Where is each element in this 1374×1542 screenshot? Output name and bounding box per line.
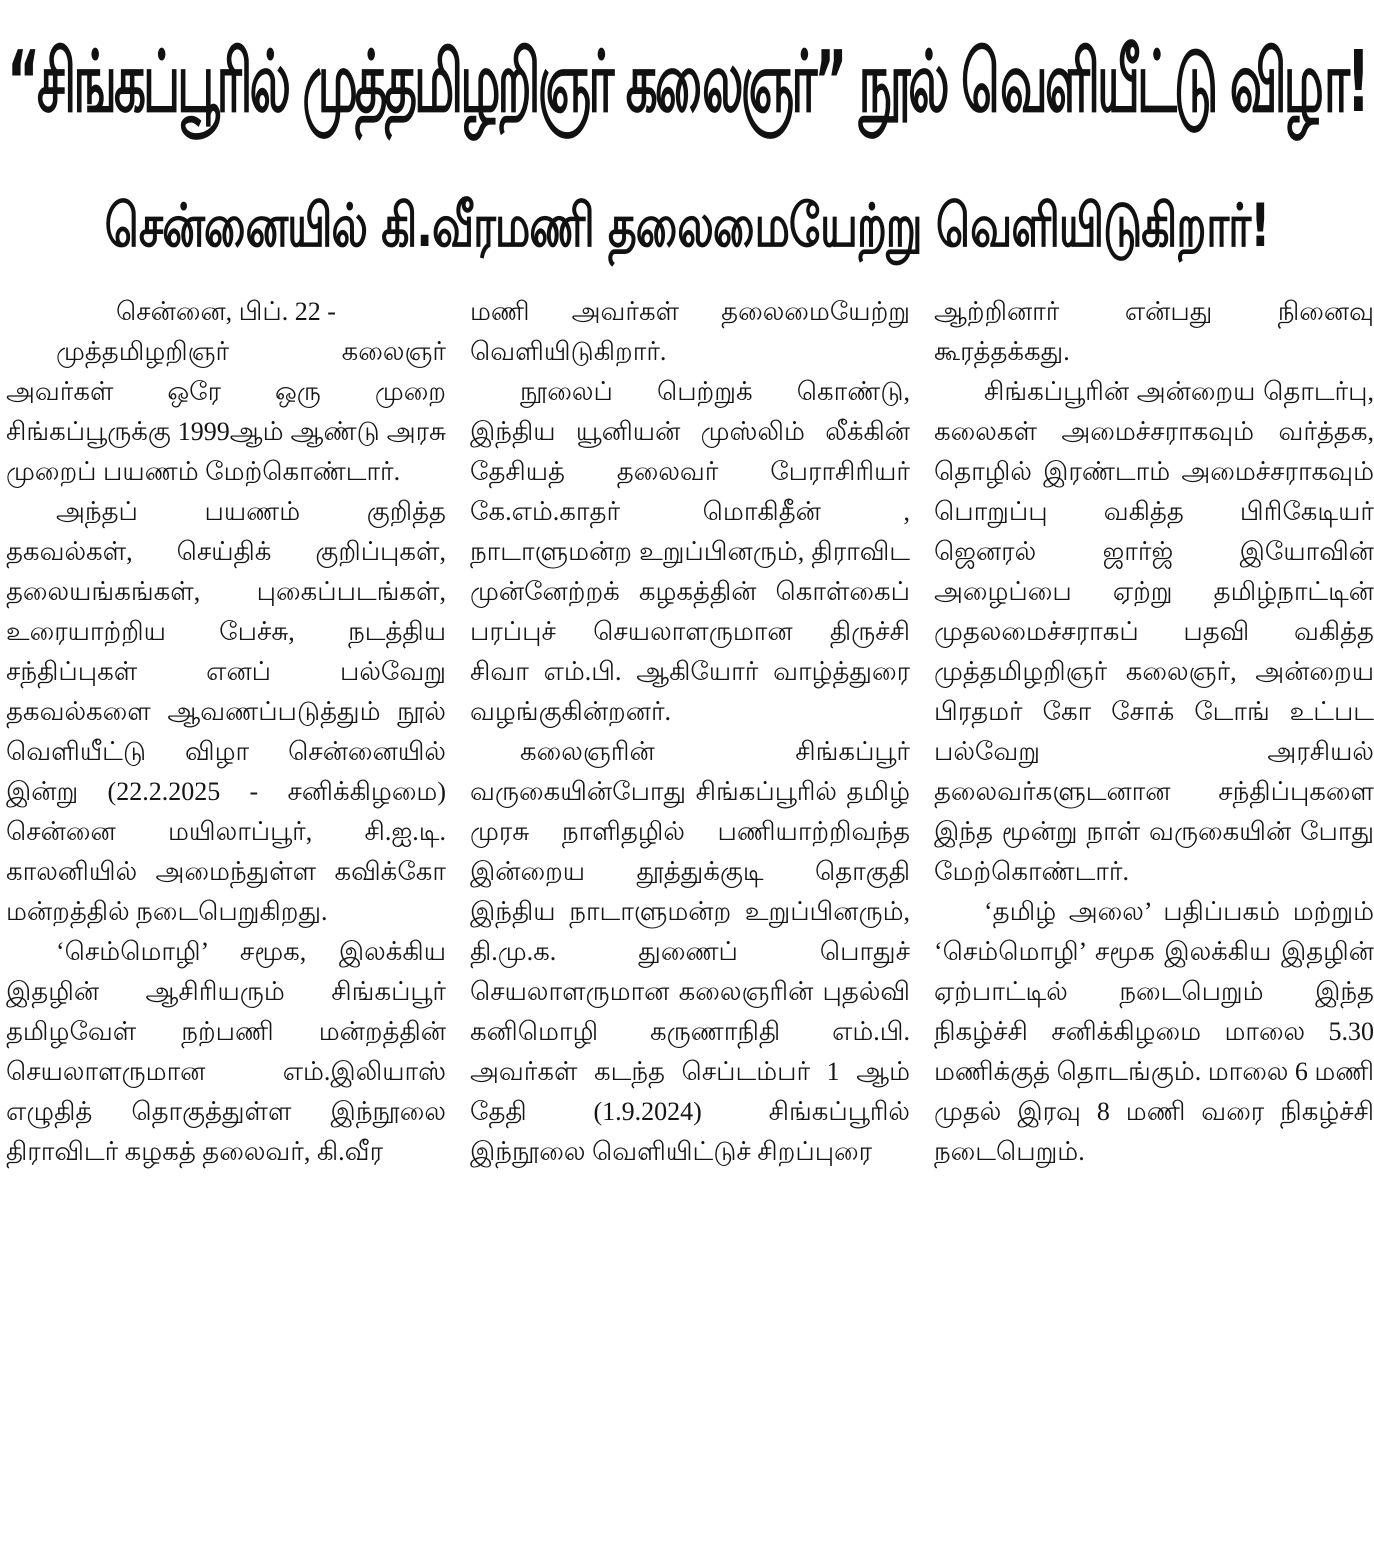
paragraph: கலைஞரின் சிங்கப்பூர் வருகையின்போது சிங்கப்பூரில் தமிழ் முரசு நாளிதழில் பணியாற்றிவந்த இன்றைய தூத்துக்குடி தொகுதி இந்திய நாடாளுமன்ற உறுப்பினரும், தி.மு.க. துணைப் பொதுச் செயலாளருமான கலைஞரின் புதல்வி கனிமொழி கருணாநிதி எம்.பி. அவர்கள் கடந்த செப்டம்பர் 1 ஆம் தேதி (1.9.2024) சிங்கப்பூரில் இந்நூலை வெளியிட்டுச் சிறப்புரை	[470, 737, 910, 1166]
article-column-2	[470, 292, 910, 1538]
paragraph: ஆற்றினார் என்பது நினைவு கூரத்தக்கது.	[934, 297, 1374, 366]
paragraph: சிங்கப்பூரின் அன்றைய தொடர்பு, கலைகள் அமைச்சராகவும் வர்த்தக, தொழில் இரண்டாம் அமைச்சராகவும் பொறுப்பு வகித்த பிரிகேடியர் ஜெனரல் ஜார்ஜ் இயோவின் அழைப்பை ஏற்று தமிழ்நாட்டின் முதலமைச்சராகப் பதவி வகித்த முத்தமிழறிஞர் கலைஞர், அன்றைய பிரதமர் கோ சோக் டோங் உட்பட பல்வேறு அரசியல் தலைவர்களுடனான சந்திப்புகளை இந்த மூன்று நாள் வருகையின் போது மேற்கொண்டார்.	[934, 377, 1374, 886]
paragraph: ‘தமிழ் அலை’ பதிப்பகம் மற்றும் ‘செம்மொழி’ சமூக இலக்கிய இதழின் ஏற்பாட்டில் நடைபெறும் இந்த நிகழ்ச்சி சனிக்கிழமை மாலை 5.30 மணிக்குத் தொடங்கும். மாலை 6 மணி முதல் இரவு 8 மணி வரை நிகழ்ச்சி நடைபெறும்.	[934, 897, 1374, 1166]
paragraph: முத்தமிழறிஞர் கலைஞர் அவர்கள் ஒரே ஒரு முறை சிங்கப்பூருக்கு 1999ஆம் ஆண்டு அரசு முறைப் பயணம் மேற்கொண்டார்.	[6, 337, 446, 486]
dateline: சென்னை, பிப். 22 -	[116, 297, 336, 326]
article-column-3	[934, 292, 1374, 1538]
paragraph: நூலைப் பெற்றுக் கொண்டு, இந்திய யூனியன் முஸ்லிம் லீக்கின் தேசியத் தலைவர் பேராசிரியர் கே.எம்.காதர் மொகிதீன் , நாடாளுமன்ற உறுப்பினரும், திராவிட முன்னேற்றக் கழகத்தின் கொள்கைப் பரப்புச் செயலாளருமான திருச்சி சிவா எம்.பி. ஆகியோர் வாழ்த்துரை வழங்குகின்றனர்.	[470, 377, 910, 726]
headline: “சிங்கப்பூரில் முத்தமிழறிஞர் கலைஞர்” நூல் வெளியீட்டு விழா!	[7, 32, 1367, 132]
article-column-1	[6, 292, 446, 1538]
paragraph: அந்தப் பயணம் குறித்த தகவல்கள், செய்திக் குறிப்புகள், தலையங்கங்கள், புகைப்படங்கள், உரையாற்றிய பேச்சு, நடத்திய சந்திப்புகள் எனப் பல்வேறு தகவல்களை ஆவணப்படுத்தும் நூல் வெளியீட்டு விழா சென்னையில் இன்று (22.2.2025 - சனிக்கிழமை) சென்னை மயிலாப்பூர், சி.ஐ.டி. காலனியில் அமைந்துள்ள கவிக்கோ மன்றத்தில் நடைபெறுகிறது.	[6, 497, 446, 926]
paragraph: மணி அவர்கள் தலைமையேற்று வெளியிடுகிறார்.	[470, 297, 910, 366]
subheadline: சென்னையில் கி.வீரமணி தலைமையேற்று வெளியிடுகிறார்!	[104, 191, 1270, 261]
paragraph: ‘செம்மொழி’ சமூக, இலக்கிய இதழின் ஆசிரியரும் சிங்கப்பூர் தமிழவேள் நற்பணி மன்றத்தின் செயலாளருமான எம்.இலியாஸ் எழுதித் தொகுத்துள்ள இந்நூலை திராவிடர் கழகத் தலைவர், கி.வீர	[6, 937, 446, 1166]
